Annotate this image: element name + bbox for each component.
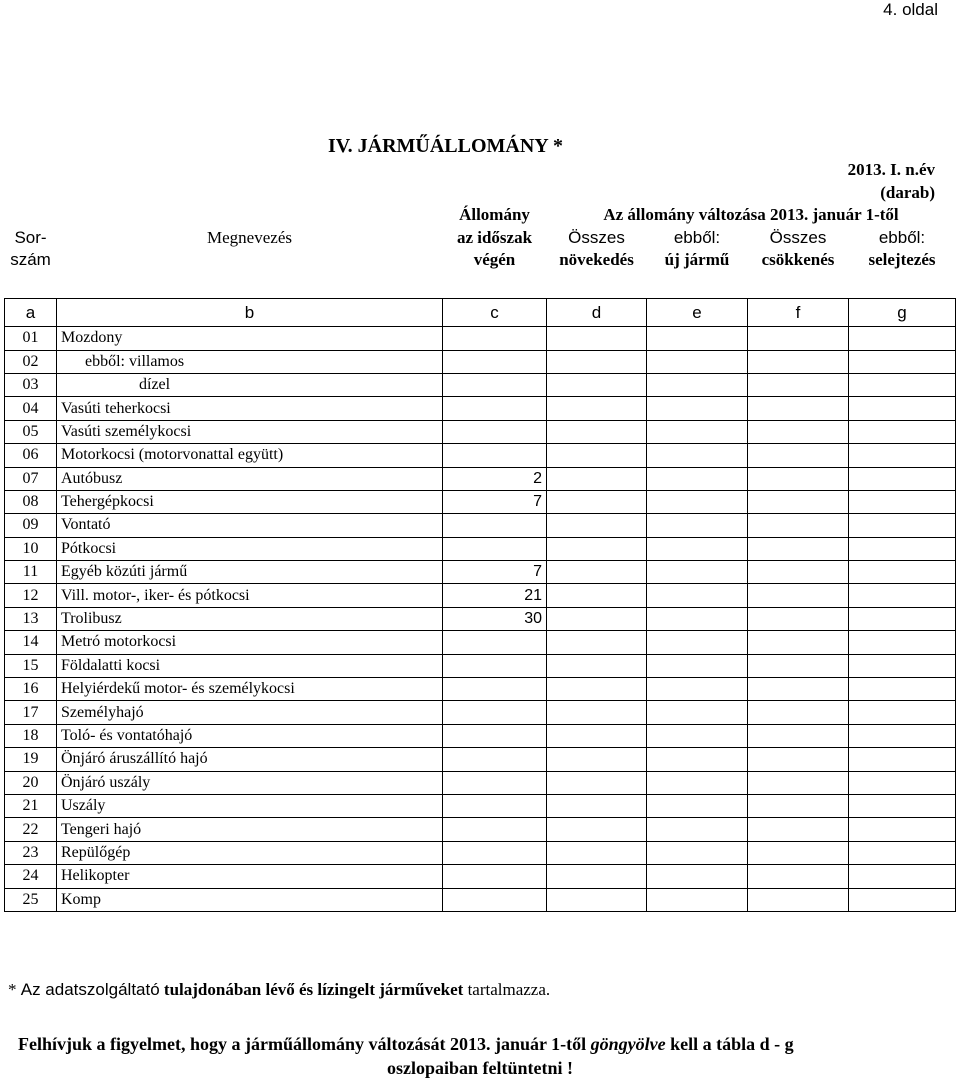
row-value-empty	[547, 701, 647, 724]
table-row	[5, 444, 956, 467]
row-value-empty	[647, 794, 748, 817]
row-name: Vontató	[57, 514, 443, 537]
row-value-empty	[647, 865, 748, 888]
row-value-empty	[647, 841, 748, 864]
row-value-empty	[547, 748, 647, 771]
row-value-empty	[647, 537, 748, 560]
row-code: 03	[5, 373, 57, 396]
row-code: 07	[5, 467, 57, 490]
table-row	[5, 350, 956, 373]
row-value-empty	[547, 865, 647, 888]
header-valtozas: Az állomány változása 2013. január 1-től	[603, 205, 899, 225]
row-value-empty	[748, 420, 849, 443]
row-value-empty	[547, 841, 647, 864]
row-value-empty	[547, 514, 647, 537]
row-code: 09	[5, 514, 57, 537]
row-value-empty	[547, 420, 647, 443]
row-name: Metró motorkocsi	[57, 631, 443, 654]
header-megnevezes: Megnevezés	[207, 227, 292, 247]
row-value-empty	[849, 654, 956, 677]
row-name: Tengeri hajó	[57, 818, 443, 841]
row-value-empty	[547, 888, 647, 911]
footnote-text-2: tulajdonában lévő és lízingelt járműveket	[163, 980, 464, 999]
row-value-c	[443, 420, 547, 443]
row-value-c: 2	[443, 467, 547, 490]
row-value-empty	[547, 678, 647, 701]
row-value-c	[443, 537, 547, 560]
row-code: 04	[5, 397, 57, 420]
table-row	[5, 841, 956, 864]
header-uj-jarmu-1: ebből:	[673, 227, 721, 247]
table-row	[5, 561, 956, 584]
row-value-empty	[547, 654, 647, 677]
row-value-empty	[547, 490, 647, 513]
row-value-empty	[849, 748, 956, 771]
row-value-empty	[748, 467, 849, 490]
row-name: Egyéb közúti jármű	[57, 561, 443, 584]
row-value-c: 7	[443, 561, 547, 584]
row-value-empty	[647, 490, 748, 513]
row-value-c	[443, 701, 547, 724]
table-row	[5, 771, 956, 794]
row-value-empty	[748, 701, 849, 724]
row-code: 18	[5, 724, 57, 747]
row-value-empty	[647, 444, 748, 467]
row-value-empty	[547, 794, 647, 817]
table-row	[5, 514, 956, 537]
table-row	[5, 420, 956, 443]
row-value-empty	[849, 350, 956, 373]
vehicle-stock-table	[4, 204, 956, 912]
row-name: Helyiérdekű motor- és személykocsi	[57, 678, 443, 701]
row-name: Önjáró uszály	[57, 771, 443, 794]
column-letter: e	[647, 299, 748, 327]
row-value-empty	[547, 373, 647, 396]
row-name: Tehergépkocsi	[57, 490, 443, 513]
footnote-star: *	[8, 980, 17, 999]
table-row	[5, 748, 956, 771]
row-value-empty	[647, 654, 748, 677]
row-value-empty	[547, 818, 647, 841]
period-label: 2013. I. n.év	[847, 160, 935, 179]
row-value-empty	[849, 841, 956, 864]
row-value-empty	[748, 561, 849, 584]
header-osszes-csokkenes-1: Összes	[769, 227, 827, 247]
table-row	[5, 490, 956, 513]
table-row	[5, 373, 956, 396]
row-value-c	[443, 794, 547, 817]
row-value-empty	[547, 771, 647, 794]
row-name: Mozdony	[57, 327, 443, 350]
row-value-empty	[647, 607, 748, 630]
table-row	[5, 701, 956, 724]
row-name: Toló- és vontatóhajó	[57, 724, 443, 747]
row-name: Személyhajó	[57, 701, 443, 724]
row-name: Uszály	[57, 794, 443, 817]
table-row	[5, 654, 956, 677]
notice-line-2: oszlopaiban feltüntetni !	[386, 1058, 573, 1078]
notice-text-1: Felhívjuk a figyelmet, hogy a járműállomány változását 2013. január 1-től	[18, 1034, 587, 1054]
row-value-empty	[647, 514, 748, 537]
column-letter: c	[443, 299, 547, 327]
row-value-empty	[547, 584, 647, 607]
row-value-empty	[748, 794, 849, 817]
row-value-empty	[748, 350, 849, 373]
row-value-c: 21	[443, 584, 547, 607]
row-code: 10	[5, 537, 57, 560]
row-name: dízel	[57, 373, 443, 396]
header-uj-jarmu-2: új jármű	[664, 249, 730, 269]
row-value-empty	[748, 514, 849, 537]
row-value-c	[443, 514, 547, 537]
table-row	[5, 724, 956, 747]
table-row	[5, 631, 956, 654]
row-value-c	[443, 373, 547, 396]
row-value-empty	[849, 818, 956, 841]
row-value-c	[443, 771, 547, 794]
row-value-empty	[547, 467, 647, 490]
row-name: Önjáró áruszállító hajó	[57, 748, 443, 771]
row-value-empty	[748, 724, 849, 747]
row-value-empty	[647, 373, 748, 396]
row-value-empty	[748, 771, 849, 794]
row-value-empty	[748, 841, 849, 864]
row-value-c	[443, 865, 547, 888]
row-code: 23	[5, 841, 57, 864]
page-number: 4. oldal	[883, 0, 938, 19]
row-name: Komp	[57, 888, 443, 911]
row-value-c	[443, 444, 547, 467]
row-code: 11	[5, 561, 57, 584]
notice-text-3: kell a tábla d - g	[670, 1034, 794, 1054]
unit-label: (darab)	[880, 183, 935, 202]
row-value-empty	[647, 701, 748, 724]
row-name: Repülőgép	[57, 841, 443, 864]
header-sorszam-2: szám	[10, 249, 51, 269]
row-code: 14	[5, 631, 57, 654]
row-code: 16	[5, 678, 57, 701]
row-value-empty	[547, 327, 647, 350]
row-value-empty	[647, 561, 748, 584]
row-value-c: 30	[443, 607, 547, 630]
row-value-empty	[849, 631, 956, 654]
header-selejtezes-2: selejtezés	[868, 249, 936, 269]
row-value-c	[443, 397, 547, 420]
row-value-empty	[647, 631, 748, 654]
row-name: Helikopter	[57, 865, 443, 888]
row-value-empty	[547, 561, 647, 584]
row-code: 24	[5, 865, 57, 888]
column-letter: d	[547, 299, 647, 327]
row-value-empty	[647, 724, 748, 747]
row-value-empty	[748, 631, 849, 654]
row-value-empty	[849, 865, 956, 888]
row-value-empty	[849, 467, 956, 490]
row-name: Trolibusz	[57, 607, 443, 630]
table-row	[5, 397, 956, 420]
header-allomany-3: végén	[473, 249, 516, 269]
row-code: 19	[5, 748, 57, 771]
row-value-empty	[849, 514, 956, 537]
row-value-c: 7	[443, 490, 547, 513]
table-row	[5, 865, 956, 888]
row-value-empty	[849, 561, 956, 584]
row-name: ebből: villamos	[57, 350, 443, 373]
footnote-text-3: tartalmazza.	[467, 980, 551, 999]
row-code: 15	[5, 654, 57, 677]
row-value-c	[443, 654, 547, 677]
row-value-empty	[748, 818, 849, 841]
row-value-c	[443, 678, 547, 701]
row-value-empty	[647, 584, 748, 607]
row-value-empty	[748, 444, 849, 467]
row-value-c	[443, 631, 547, 654]
row-value-empty	[647, 888, 748, 911]
header-osszes-novekedes-1: Összes	[568, 227, 625, 247]
row-value-c	[443, 818, 547, 841]
table-row	[5, 888, 956, 911]
table-row	[5, 794, 956, 817]
table-row	[5, 467, 956, 490]
row-value-empty	[647, 397, 748, 420]
row-value-empty	[849, 607, 956, 630]
header-allomany-2: az időszak	[456, 227, 533, 247]
footnote	[8, 980, 550, 1000]
row-value-empty	[849, 678, 956, 701]
row-value-empty	[849, 794, 956, 817]
row-code: 17	[5, 701, 57, 724]
row-value-empty	[647, 327, 748, 350]
row-value-empty	[849, 724, 956, 747]
column-letter: a	[5, 299, 57, 327]
row-value-empty	[748, 373, 849, 396]
row-value-empty	[849, 490, 956, 513]
row-value-empty	[748, 607, 849, 630]
row-value-empty	[647, 467, 748, 490]
row-value-empty	[849, 888, 956, 911]
row-value-empty	[748, 865, 849, 888]
row-value-empty	[849, 771, 956, 794]
row-value-c	[443, 350, 547, 373]
row-name: Vasúti teherkocsi	[57, 397, 443, 420]
row-name: Pótkocsi	[57, 537, 443, 560]
row-value-empty	[547, 350, 647, 373]
row-value-empty	[547, 724, 647, 747]
row-value-empty	[849, 584, 956, 607]
row-value-empty	[647, 818, 748, 841]
table-row	[5, 537, 956, 560]
row-value-empty	[647, 748, 748, 771]
row-code: 13	[5, 607, 57, 630]
row-value-c	[443, 327, 547, 350]
row-value-empty	[647, 771, 748, 794]
row-value-empty	[849, 420, 956, 443]
row-value-empty	[748, 678, 849, 701]
table-row	[5, 607, 956, 630]
row-value-empty	[849, 701, 956, 724]
row-value-empty	[849, 537, 956, 560]
row-value-empty	[748, 584, 849, 607]
table-row	[5, 818, 956, 841]
row-value-empty	[849, 327, 956, 350]
footnote-text-1: Az adatszolgáltató	[20, 980, 160, 999]
row-code: 05	[5, 420, 57, 443]
row-value-empty	[748, 397, 849, 420]
row-value-empty	[748, 537, 849, 560]
row-value-empty	[748, 490, 849, 513]
row-name: Motorkocsi (motorvonattal együtt)	[57, 444, 443, 467]
row-value-empty	[547, 397, 647, 420]
row-value-empty	[547, 631, 647, 654]
header-sorszam-1: Sor-	[14, 227, 47, 247]
column-letter: f	[748, 299, 849, 327]
row-value-empty	[748, 888, 849, 911]
row-value-c	[443, 841, 547, 864]
row-value-empty	[547, 444, 647, 467]
row-value-c	[443, 724, 547, 747]
column-letter: g	[849, 299, 956, 327]
row-value-c	[443, 748, 547, 771]
table-row	[5, 678, 956, 701]
row-value-empty	[647, 678, 748, 701]
row-code: 20	[5, 771, 57, 794]
row-value-empty	[849, 373, 956, 396]
row-name: Vasúti személykocsi	[57, 420, 443, 443]
row-value-empty	[748, 654, 849, 677]
page-title: IV. JÁRMŰÁLLOMÁNY *	[328, 135, 563, 157]
header-osszes-csokkenes-2: csökkenés	[761, 249, 835, 269]
column-letter: b	[57, 299, 443, 327]
header-selejtezes-1: ebből:	[878, 227, 926, 247]
row-code: 01	[5, 327, 57, 350]
row-name: Vill. motor-, iker- és pótkocsi	[57, 584, 443, 607]
column-letter-row	[5, 299, 956, 327]
notice-line-1	[18, 1034, 794, 1055]
table-row	[5, 327, 956, 350]
row-code: 22	[5, 818, 57, 841]
row-value-empty	[547, 537, 647, 560]
row-code: 06	[5, 444, 57, 467]
row-value-c	[443, 888, 547, 911]
row-value-empty	[849, 444, 956, 467]
row-value-empty	[849, 397, 956, 420]
row-value-empty	[647, 420, 748, 443]
notice-text-2: göngyölve	[590, 1034, 666, 1054]
header-osszes-novekedes-2: növekedés	[559, 249, 634, 269]
header-allomany-1: Állomány	[459, 205, 530, 225]
table-row	[5, 584, 956, 607]
row-name: Földalatti kocsi	[57, 654, 443, 677]
row-code: 02	[5, 350, 57, 373]
row-value-empty	[647, 350, 748, 373]
row-code: 08	[5, 490, 57, 513]
row-value-empty	[748, 327, 849, 350]
row-code: 21	[5, 794, 57, 817]
row-name: Autóbusz	[57, 467, 443, 490]
row-code: 25	[5, 888, 57, 911]
row-code: 12	[5, 584, 57, 607]
row-value-empty	[547, 607, 647, 630]
row-value-empty	[748, 748, 849, 771]
